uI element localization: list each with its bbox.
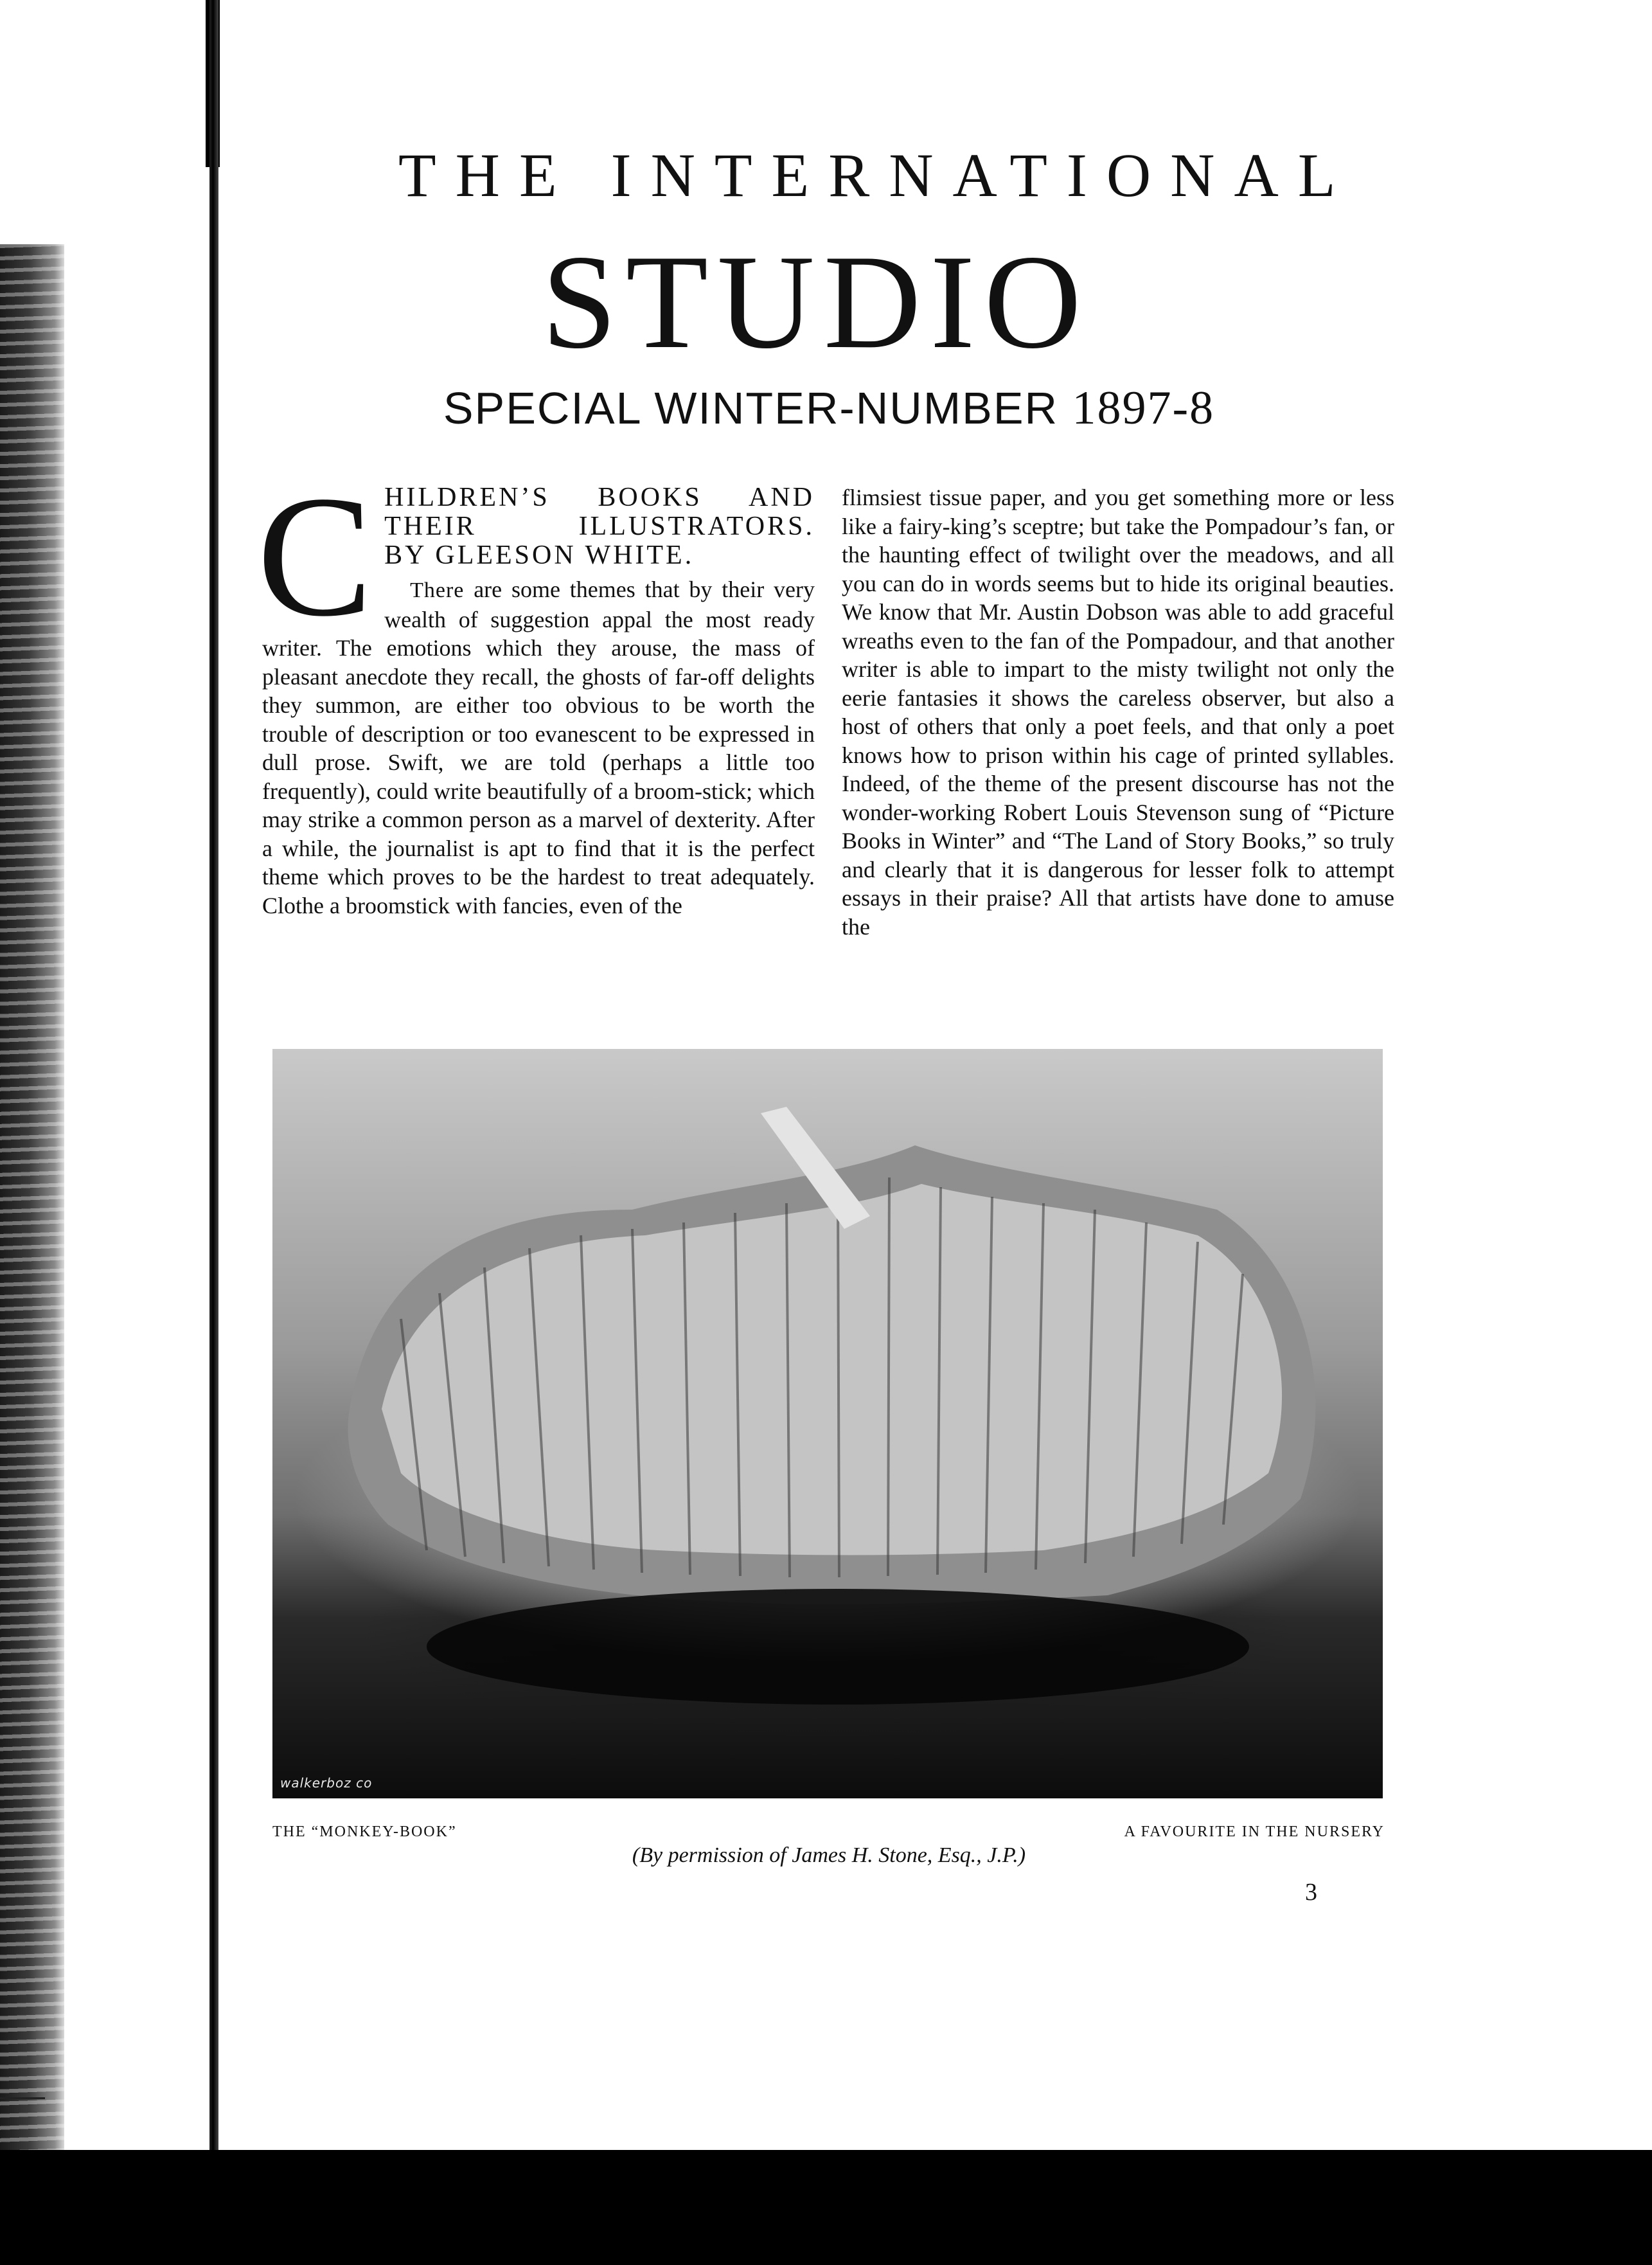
masthead-line: THE INTERNATIONAL: [398, 141, 1355, 210]
article-column-left: [257, 460, 815, 920]
drop-cap: C: [257, 460, 373, 652]
caption-credit: (By permission of James H. Stone, Esq., J.P.): [632, 1843, 1026, 1867]
article-byline: BY GLEESON WHITE.: [384, 541, 695, 570]
shadow: [427, 1589, 1249, 1705]
article-text-right: flimsiest tissue paper, and you get something more or less like a fairy-king’s sceptre; but take the Pompadour’s fan, or the haunting effect of twilight over the meadows, and all you can do in words seems but to hide its original beauties. We know that Mr. Austin Dobson was able to add graceful wreaths even to the fan of the Pompadour, and that another writer is able to impart to the misty twilight not only the eerie fantasies it shows the careless observer, but also a host of others that only a poet feels, and that only a poet knows how to prison within his cage of printed syllables. Indeed, of the theme of the present discourse has not the wonder-working Robert Louis Stevenson sung of “Picture Books in Winter” and “The Land of Story Books,” so truly and clearly that it is dangerous for lesser folk to attempt essays in their praise? All that artists have done to amuse the: [842, 485, 1394, 940]
scan-margin-tick: [0, 2097, 45, 2099]
page-number: 3: [1305, 1879, 1317, 1906]
scan-gutter-line: [209, 0, 218, 2150]
scan-binding-edge: [0, 244, 64, 2160]
monkey-book-photograph: [272, 1049, 1383, 1798]
torn-book-image: [272, 1049, 1383, 1798]
article-column-right: [842, 483, 1394, 941]
scan-bottom-band: [0, 2150, 1652, 2265]
article-text-left: are some themes that by their very wealth of suggestion appal the most ready writer. The emotions which they arouse, the mass of pleasant anecdote they recall, the ghosts of far-off delights they summon, are either too obvious to be worth the trouble of description or too evanescent to be expressed in dull prose. Swift, we are told (perhaps a little too frequently), could write beautifully of a broom-stick; which may strike a common person as a marvel of dexterity. After a while, the journalist is apt to find that it is the perfect theme which proves to be the hardest to treat adequately. Clothe a broomstick with fancies, even of the: [262, 577, 815, 918]
lead-in-word: There: [410, 578, 465, 602]
article-title-line: THEIR ILLUSTRATORS.: [384, 512, 815, 541]
masthead-title: STUDIO: [542, 228, 1090, 377]
subtitle-year: 1897-8: [1072, 382, 1215, 434]
subtitle-text: SPECIAL WINTER-NUMBER: [443, 383, 1059, 433]
caption-left: THE “MONKEY-BOOK”: [272, 1823, 457, 1840]
masthead-subtitle: [411, 384, 1247, 432]
caption-right: A FAVOURITE IN THE NURSERY: [1124, 1823, 1385, 1840]
plate-signature: walkerboz co: [280, 1775, 373, 1791]
article-title-line: HILDREN’S BOOKS AND: [384, 483, 815, 512]
